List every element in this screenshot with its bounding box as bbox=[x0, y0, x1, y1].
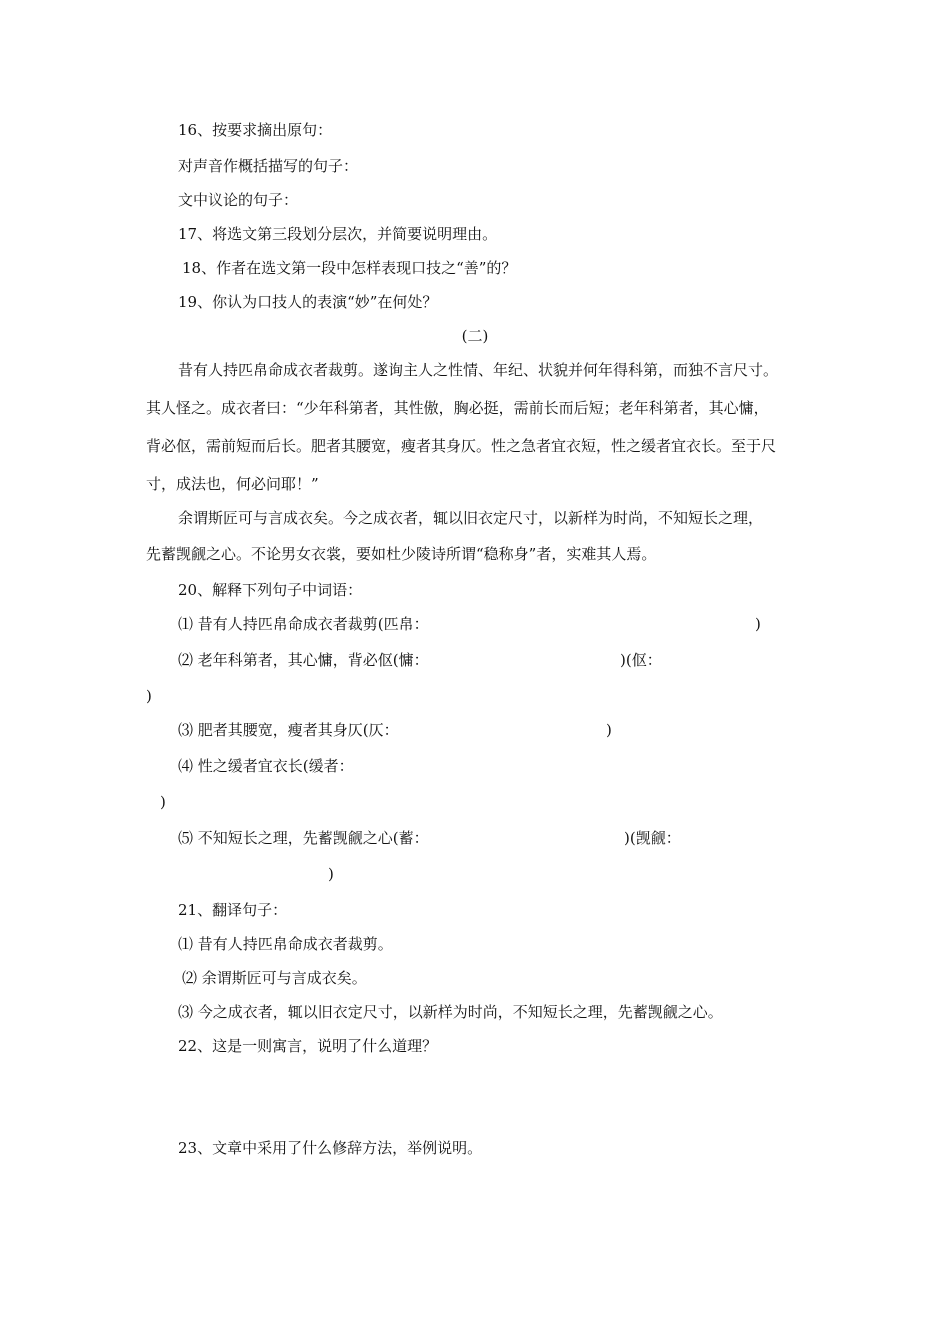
question-20-item-1: ⑴ 昔有人持匹帛命成衣者裁剪(匹帛： bbox=[178, 615, 429, 633]
passage-line: 昔有人持匹帛命成衣者裁剪。遂询主人之性情、年纪、状貌并何年得科第，而独不言尺寸。 bbox=[178, 361, 779, 379]
question-19: 19、你认为口技人的表演“妙”在何处？ bbox=[178, 293, 438, 311]
question-22: 22、这是一则寓言，说明了什么道理？ bbox=[178, 1037, 438, 1055]
answer-blank-close: ) bbox=[160, 793, 166, 811]
answer-blank-mid: )(觊觎： bbox=[624, 829, 681, 847]
question-21-sentence-2: ⑵ 余谓斯匠可与言成衣矣。 bbox=[182, 969, 367, 987]
answer-blank-close: ) bbox=[755, 615, 761, 633]
question-17: 17、将选文第三段划分层次，并简要说明理由。 bbox=[178, 225, 498, 243]
question-21-sentence-3: ⑶ 今之成衣者，辄以旧衣定尺寸，以新样为时尚，不知短长之理，先蓄觊觎之心。 bbox=[178, 1003, 723, 1021]
passage-line: 余谓斯匠可与言成衣矣。今之成衣者，辄以旧衣定尺寸，以新样为时尚，不知短长之理， bbox=[178, 509, 764, 527]
question-16-title: 16、按要求摘出原句： bbox=[178, 121, 333, 139]
question-20-title: 20、解释下列句子中词语： bbox=[178, 581, 363, 599]
passage-line: 寸，成法也，何必问耶！” bbox=[146, 475, 319, 493]
question-21-title: 21、翻译句子： bbox=[178, 901, 288, 919]
question-20-item-3: ⑶ 肥者其腰宽，瘦者其身仄(仄： bbox=[178, 721, 399, 739]
answer-blank-mid: )(伛： bbox=[620, 651, 662, 669]
question-21-sentence-1: ⑴ 昔有人持匹帛命成衣者裁剪。 bbox=[178, 935, 393, 953]
answer-blank-close: ) bbox=[328, 865, 334, 883]
passage-line: 先蓄觊觎之心。不论男女衣裳，要如杜少陵诗所谓“稳称身”者，实难其人焉。 bbox=[146, 545, 657, 563]
question-20-item-4: ⑷ 性之缓者宜衣长(缓者： bbox=[178, 757, 354, 775]
question-20-item-5: ⑸ 不知短长之理，先蓄觊觎之心(蓄： bbox=[178, 829, 429, 847]
answer-blank-close: ) bbox=[606, 721, 612, 739]
passage-line: 其人怪之。成衣者曰：“少年科第者，其性傲，胸必挺，需前长而后短；老年科第者，其心慵， bbox=[146, 399, 769, 417]
question-18: 18、作者在选文第一段中怎样表现口技之“善”的？ bbox=[182, 259, 517, 277]
answer-blank-close: ) bbox=[146, 687, 152, 705]
question-20-item-2: ⑵ 老年科第者，其心慵，背必伛(慵： bbox=[178, 651, 429, 669]
question-23: 23、文章中采用了什么修辞方法，举例说明。 bbox=[178, 1139, 483, 1157]
question-16-part-a: 对声音作概括描写的句子： bbox=[178, 157, 359, 175]
question-16-part-b: 文中议论的句子： bbox=[178, 191, 299, 209]
passage-line: 背必伛，需前短而后长。肥者其腰宽，瘦者其身仄。性之急者宜衣短，性之缓者宜衣长。至于尺 bbox=[146, 437, 777, 455]
section-heading: (二) bbox=[461, 327, 489, 345]
